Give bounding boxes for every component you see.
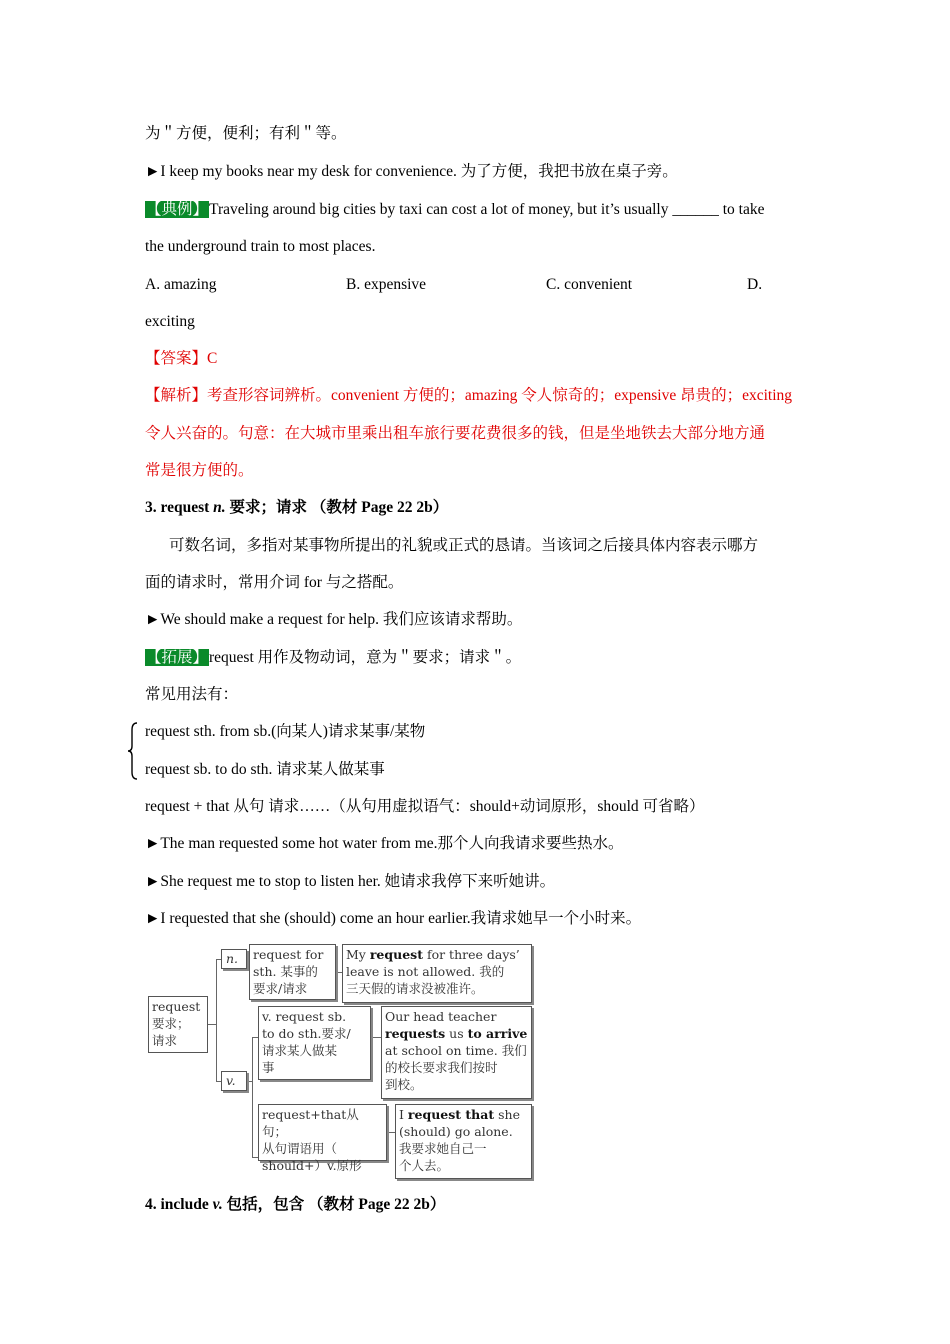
heading-word: 4. include xyxy=(145,1196,213,1213)
extension xyxy=(145,648,521,668)
verb-usage-2-box xyxy=(258,1104,387,1173)
question-text-cont: the underground train to most places. xyxy=(145,238,376,255)
section-heading-3 xyxy=(145,498,448,518)
heading-pos: n. xyxy=(213,499,226,516)
root-text: 要求； xyxy=(152,1016,190,1031)
definition-text: request for xyxy=(253,947,324,962)
usage-text: to do sth.要求/ xyxy=(262,1026,351,1041)
extension-text: request 用作及物动词，意为＂要求；请求＂。 xyxy=(209,649,522,666)
usage-3: request + that 从句 请求……（从句用虚拟语气：should+动词原形，should 可省略） xyxy=(145,798,705,815)
example-text: leave is not allowed. 我的 xyxy=(346,964,505,979)
noun-label-box xyxy=(221,949,247,969)
answer: 【答案】C xyxy=(145,350,218,367)
example-text: Our head teacher xyxy=(385,1009,497,1024)
example-text: (should) go alone. xyxy=(399,1124,513,1139)
verb-usage-1-box xyxy=(258,1006,371,1080)
example-text: 到校。 xyxy=(385,1077,423,1092)
usage-text: 请求某人做某 xyxy=(262,1043,338,1058)
section-heading-4 xyxy=(145,1195,445,1215)
option-d: D. xyxy=(747,276,763,293)
definition-text: sth. 某事的 xyxy=(253,964,318,979)
example-text: at school on time. 我们 xyxy=(385,1043,527,1058)
example-keyword: request that xyxy=(407,1107,495,1122)
typical-example xyxy=(145,200,765,220)
example-sentence: ►I requested that she (should) come an hour earlier.我请求她早一个小时来。 xyxy=(145,910,642,927)
heading-rest: 包括，包含 （教材 Page 22 2b） xyxy=(222,1196,446,1213)
option-d-text: exciting xyxy=(145,313,195,330)
example-keyword: request xyxy=(369,947,423,962)
heading-word: 3. request xyxy=(145,499,214,516)
example-keyword: to arrive xyxy=(467,1026,528,1041)
paragraph: 可数名词，多指对某事物所提出的礼貌或正式的恳请。当该词之后接具体内容表示哪方 xyxy=(169,537,759,554)
verb-label: v. xyxy=(226,1073,236,1088)
example-sentence: ►I keep my books near my desk for convenience. 为了方便，我把书放在桌子旁。 xyxy=(145,163,678,180)
noun-definition-box xyxy=(249,944,336,1000)
example-text: she xyxy=(494,1107,520,1122)
usage-text: 事 xyxy=(262,1060,275,1075)
verb-example-1-box xyxy=(381,1006,532,1099)
request-diagram xyxy=(146,942,538,1182)
root-text: request xyxy=(152,999,201,1014)
paragraph-cont: 面的请求时，常用介词 for 与之搭配。 xyxy=(145,574,404,591)
option-c: C. convenient xyxy=(546,276,633,293)
example-tag: 【典例】 xyxy=(146,201,209,218)
example-text: us xyxy=(445,1026,468,1041)
heading-rest: 要求；请求 （教材 Page 22 2b） xyxy=(225,499,449,516)
example-text: My xyxy=(346,947,370,962)
brace-icon xyxy=(128,722,138,780)
verb-example-2-box xyxy=(395,1104,532,1179)
common-usage-label: 常见用法有： xyxy=(145,686,239,703)
heading-pos: v. xyxy=(212,1196,223,1213)
option-b: B. expensive xyxy=(346,276,427,293)
noun-label: n. xyxy=(226,951,239,966)
root-box xyxy=(148,996,208,1053)
example-sentence: ►She request me to stop to listen her. 她请求我停下来听她讲。 xyxy=(145,873,556,890)
definition-text: 要求/请求 xyxy=(253,981,308,996)
usage-2: request sb. to do sth. 请求某人做某事 xyxy=(145,761,385,778)
example-sentence: ►The man requested some hot water from me.那个人向我请求要些热水。 xyxy=(145,835,624,852)
example-text: 的校长要求我们按时 xyxy=(385,1060,498,1075)
text-line: 为＂方便，便利；有利＂等。 xyxy=(145,125,347,142)
example-text: 个人去。 xyxy=(399,1158,450,1173)
extension-tag: 【拓展】 xyxy=(146,649,209,666)
usage-text: 从句谓语用（ xyxy=(262,1141,338,1156)
example-text: I xyxy=(399,1107,408,1122)
usage-text: should+）v.原形 xyxy=(262,1158,362,1173)
example-text: 我要求她自己一 xyxy=(399,1141,487,1156)
example-text: 三天假的请求没被准许。 xyxy=(346,981,484,996)
noun-example-box xyxy=(342,944,532,1003)
analysis: 【解析】考查形容词辨析。convenient 方便的；amazing 令人惊奇的；expensive 昂贵的；exciting xyxy=(145,387,793,404)
analysis-cont: 令人兴奋的。句意：在大城市里乘出租车旅行要花费很多的钱，但是坐地铁去大部分地方通 xyxy=(145,425,766,442)
root-text: 请求 xyxy=(152,1033,178,1048)
usage-text: v. request sb. xyxy=(262,1009,347,1024)
analysis-end: 常是很方便的。 xyxy=(145,462,254,479)
verb-label-box xyxy=(221,1071,247,1091)
option-a: A. amazing xyxy=(145,276,217,293)
usage-text: request+that从句； xyxy=(262,1107,359,1139)
example-keyword: requests xyxy=(385,1026,446,1041)
example-text: for three days’ xyxy=(422,947,520,962)
question-text: Traveling around big cities by taxi can cost a lot of money, but it’s usually ______ to take xyxy=(209,201,765,218)
example-sentence: ►We should make a request for help. 我们应该请求帮助。 xyxy=(145,611,523,628)
usage-1: request sth. from sb.(向某人)请求某事/某物 xyxy=(145,723,426,740)
